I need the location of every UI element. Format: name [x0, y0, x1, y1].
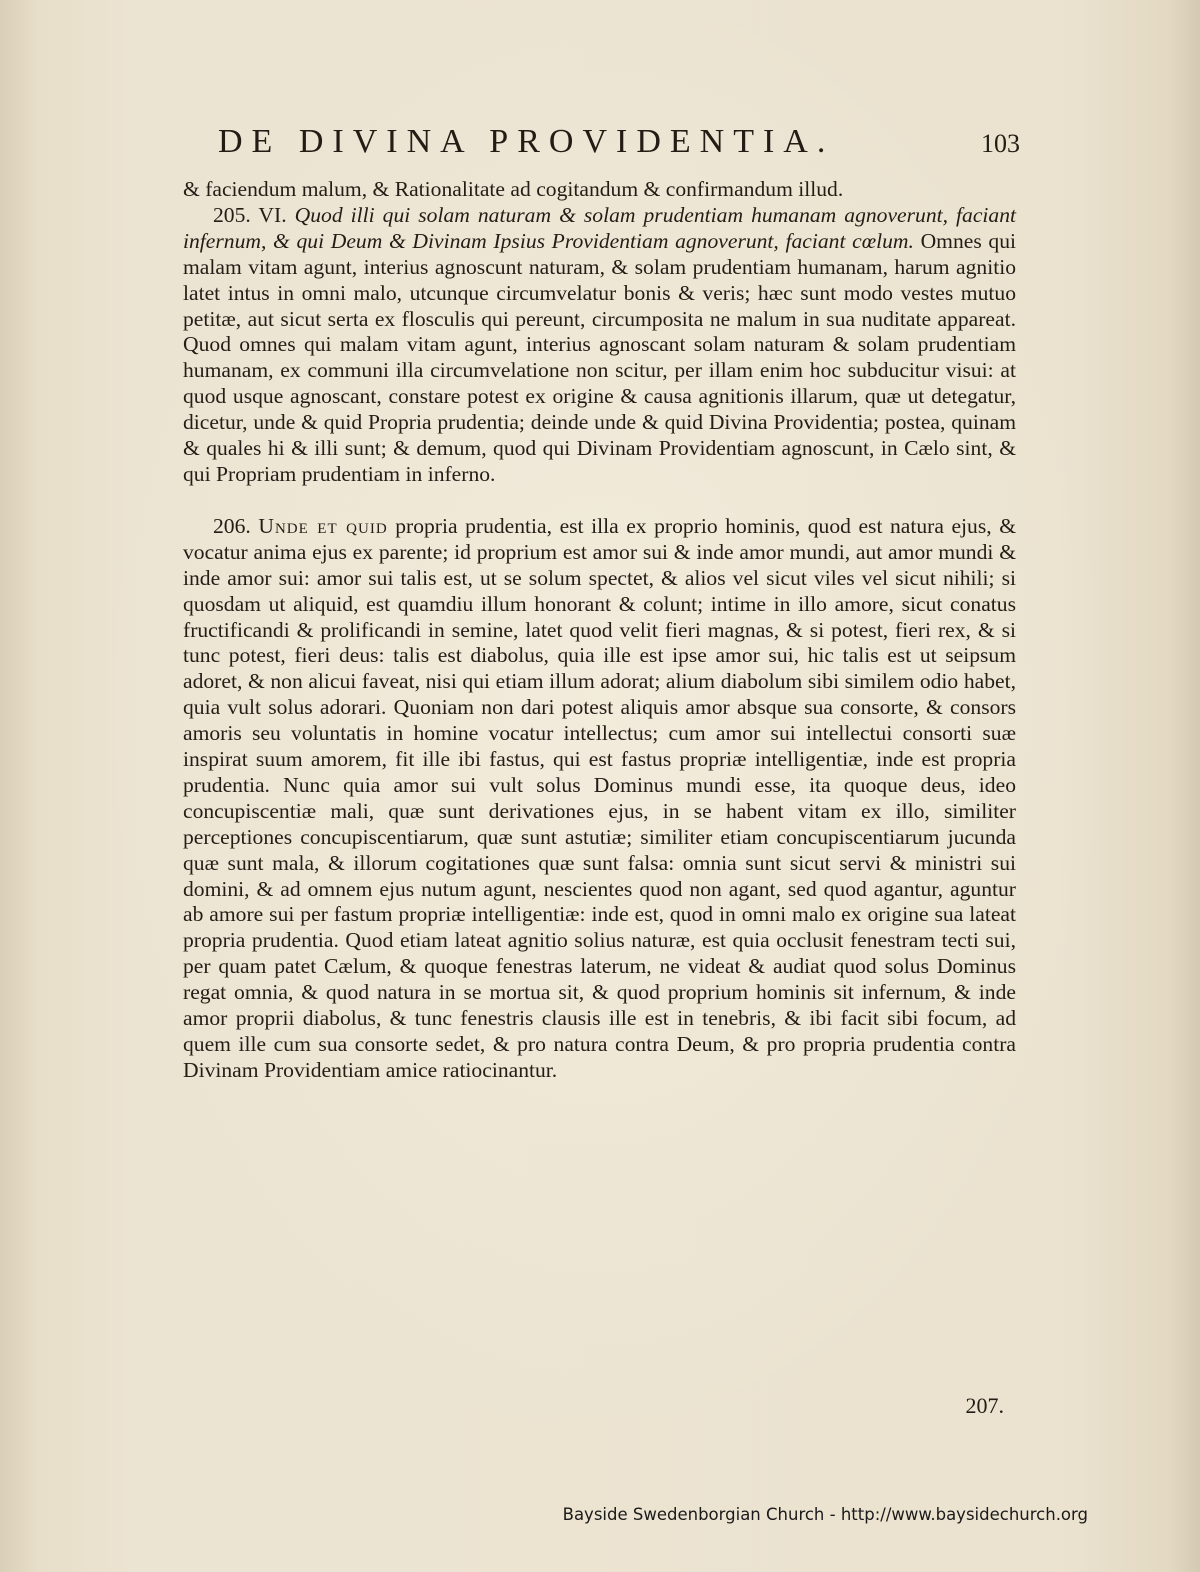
running-title: DE DIVINA PROVIDENTIA.: [218, 123, 835, 160]
continuation-paragraph: [183, 177, 1016, 203]
section-206: [183, 514, 1016, 1084]
section-205-heading: Quod illi qui solam naturam & solam prudentiam humanam agnoverunt, faciant infernum, & qui Deum & Divinam Ipsius Providentiam agnoverunt, faciant cœlum.: [183, 202, 1017, 253]
section-205-text: Omnes qui malam vitam agunt, interius agnoscunt naturam, & solam prudentiam humanam, harum agnitio latet intus in omni malo, utcunque circumvelatur bonis & veris; hæc sunt modo vestes mutuo petitæ, aut sicut serta ex flosculis qui pereunt, circumposita ne malum in sua nuditate appareat. Quod omnes qui malam vitam agunt, interius agnoscant solam naturam & solam prudentiam humanam, ex communi illa circumvelatione non scitur, per illam enim hoc subducitur visui: at quod usque agnoscant, constare potest ex origine & causa agnitionis illarum, quæ ut detegatur, dicetur, unde & quid Propria prudentia; deinde unde & quid Divina Providentia; postea, quinam & quales hi & illi sunt; & demum, quod qui Divinam Providentiam agnoscunt, in Cælo sint, & qui Propriam prudentiam in inferno.: [183, 228, 1017, 486]
body-text: [183, 177, 1016, 1084]
section-205-number: 205. VI.: [213, 202, 287, 227]
page-header: [218, 123, 1018, 163]
catchword: 207.: [965, 1393, 1004, 1418]
section-206-text: propria prudentia, est illa ex proprio hominis, quod est natura ejus, & vocatur anima ejus ex parente; id proprium est amor sui & inde amor mundi, aut amor mundi & inde amor sui: amor sui talis est, ut se solum spectet, & alios vel sicut viles vel sicut nihili; si quosdam ut aliquid, est quamdiu illum honorant & colunt; intime in illo amore, sicut conatus fructificandi & prolificandi in semine, latet quod velit fieri magnas, & si potest, fieri rex, & si tunc potest, fieri deus: talis est diabolus, quia ille est ipse amor sui, hic talis est ut seipsum adoret, & non alicui faveat, nisi qui etiam illum adorat; alium diabolum sibi similem odio habet, quia vult solus adorari. Quoniam non dari potest aliquis amor absque sua consorte, & consors amoris seu voluntatis in homine vocatur intellectus; cum amor sui intellectui consorti suæ inspirat suum amorem, fit ille ibi fastus, qui est fastus propriæ intelligentiæ, inde est propria prudentia. Nunc quia amor sui vult solus Dominus mundi esse, ita quoque deus, ideo concupiscentiæ mali, quæ sunt derivationes ejus, in se habent vitam ex illo, similiter perceptiones concupiscentiarum, quæ sunt astutiæ; similiter etiam concupiscentiarum jucunda quæ sunt mala, & illorum cogitationes quæ sunt falsa: omnia sunt sicut servi & ministri sui domini, & ad omnem ejus nutum agunt, nescientes quod non agant, sed quod agantur, aguntur ab amore sui per fastum propriæ intelligentiæ: inde est, quod in omni malo ex origine sua lateat propria prudentia. Quod etiam lateat agnitio solius naturæ, est quia occlusit fenestram tecti sui, per quam patet Cælum, & quoque fenestras laterum, ne videat & audiat quod solus Dominus regat omnia, & quod natura in se mortua sit, & quod proprium hominis sit infernum, & inde amor proprii diabolus, & tunc fenestris clausis ille est in tenebris, & ibi facit sibi focum, ad quem ille cum sua consorte sedet, & pro natura contra Deum, & pro propria prudentia contra Divinam Providentiam amice ratiocinantur.: [183, 513, 1016, 1082]
watermark-text: Bayside Swedenborgian Church - http://www.baysidechurch.org: [562, 1505, 1088, 1524]
section-206-lead: Unde et quid: [258, 513, 388, 538]
continuation-text: & faciendum malum, & Rationalitate ad cogitandum & confirmandum illud.: [183, 177, 844, 201]
page-number: 103: [981, 129, 1020, 158]
paragraph-gap: [183, 488, 1016, 514]
section-205: [183, 203, 1016, 488]
section-206-number: 206.: [213, 513, 251, 538]
